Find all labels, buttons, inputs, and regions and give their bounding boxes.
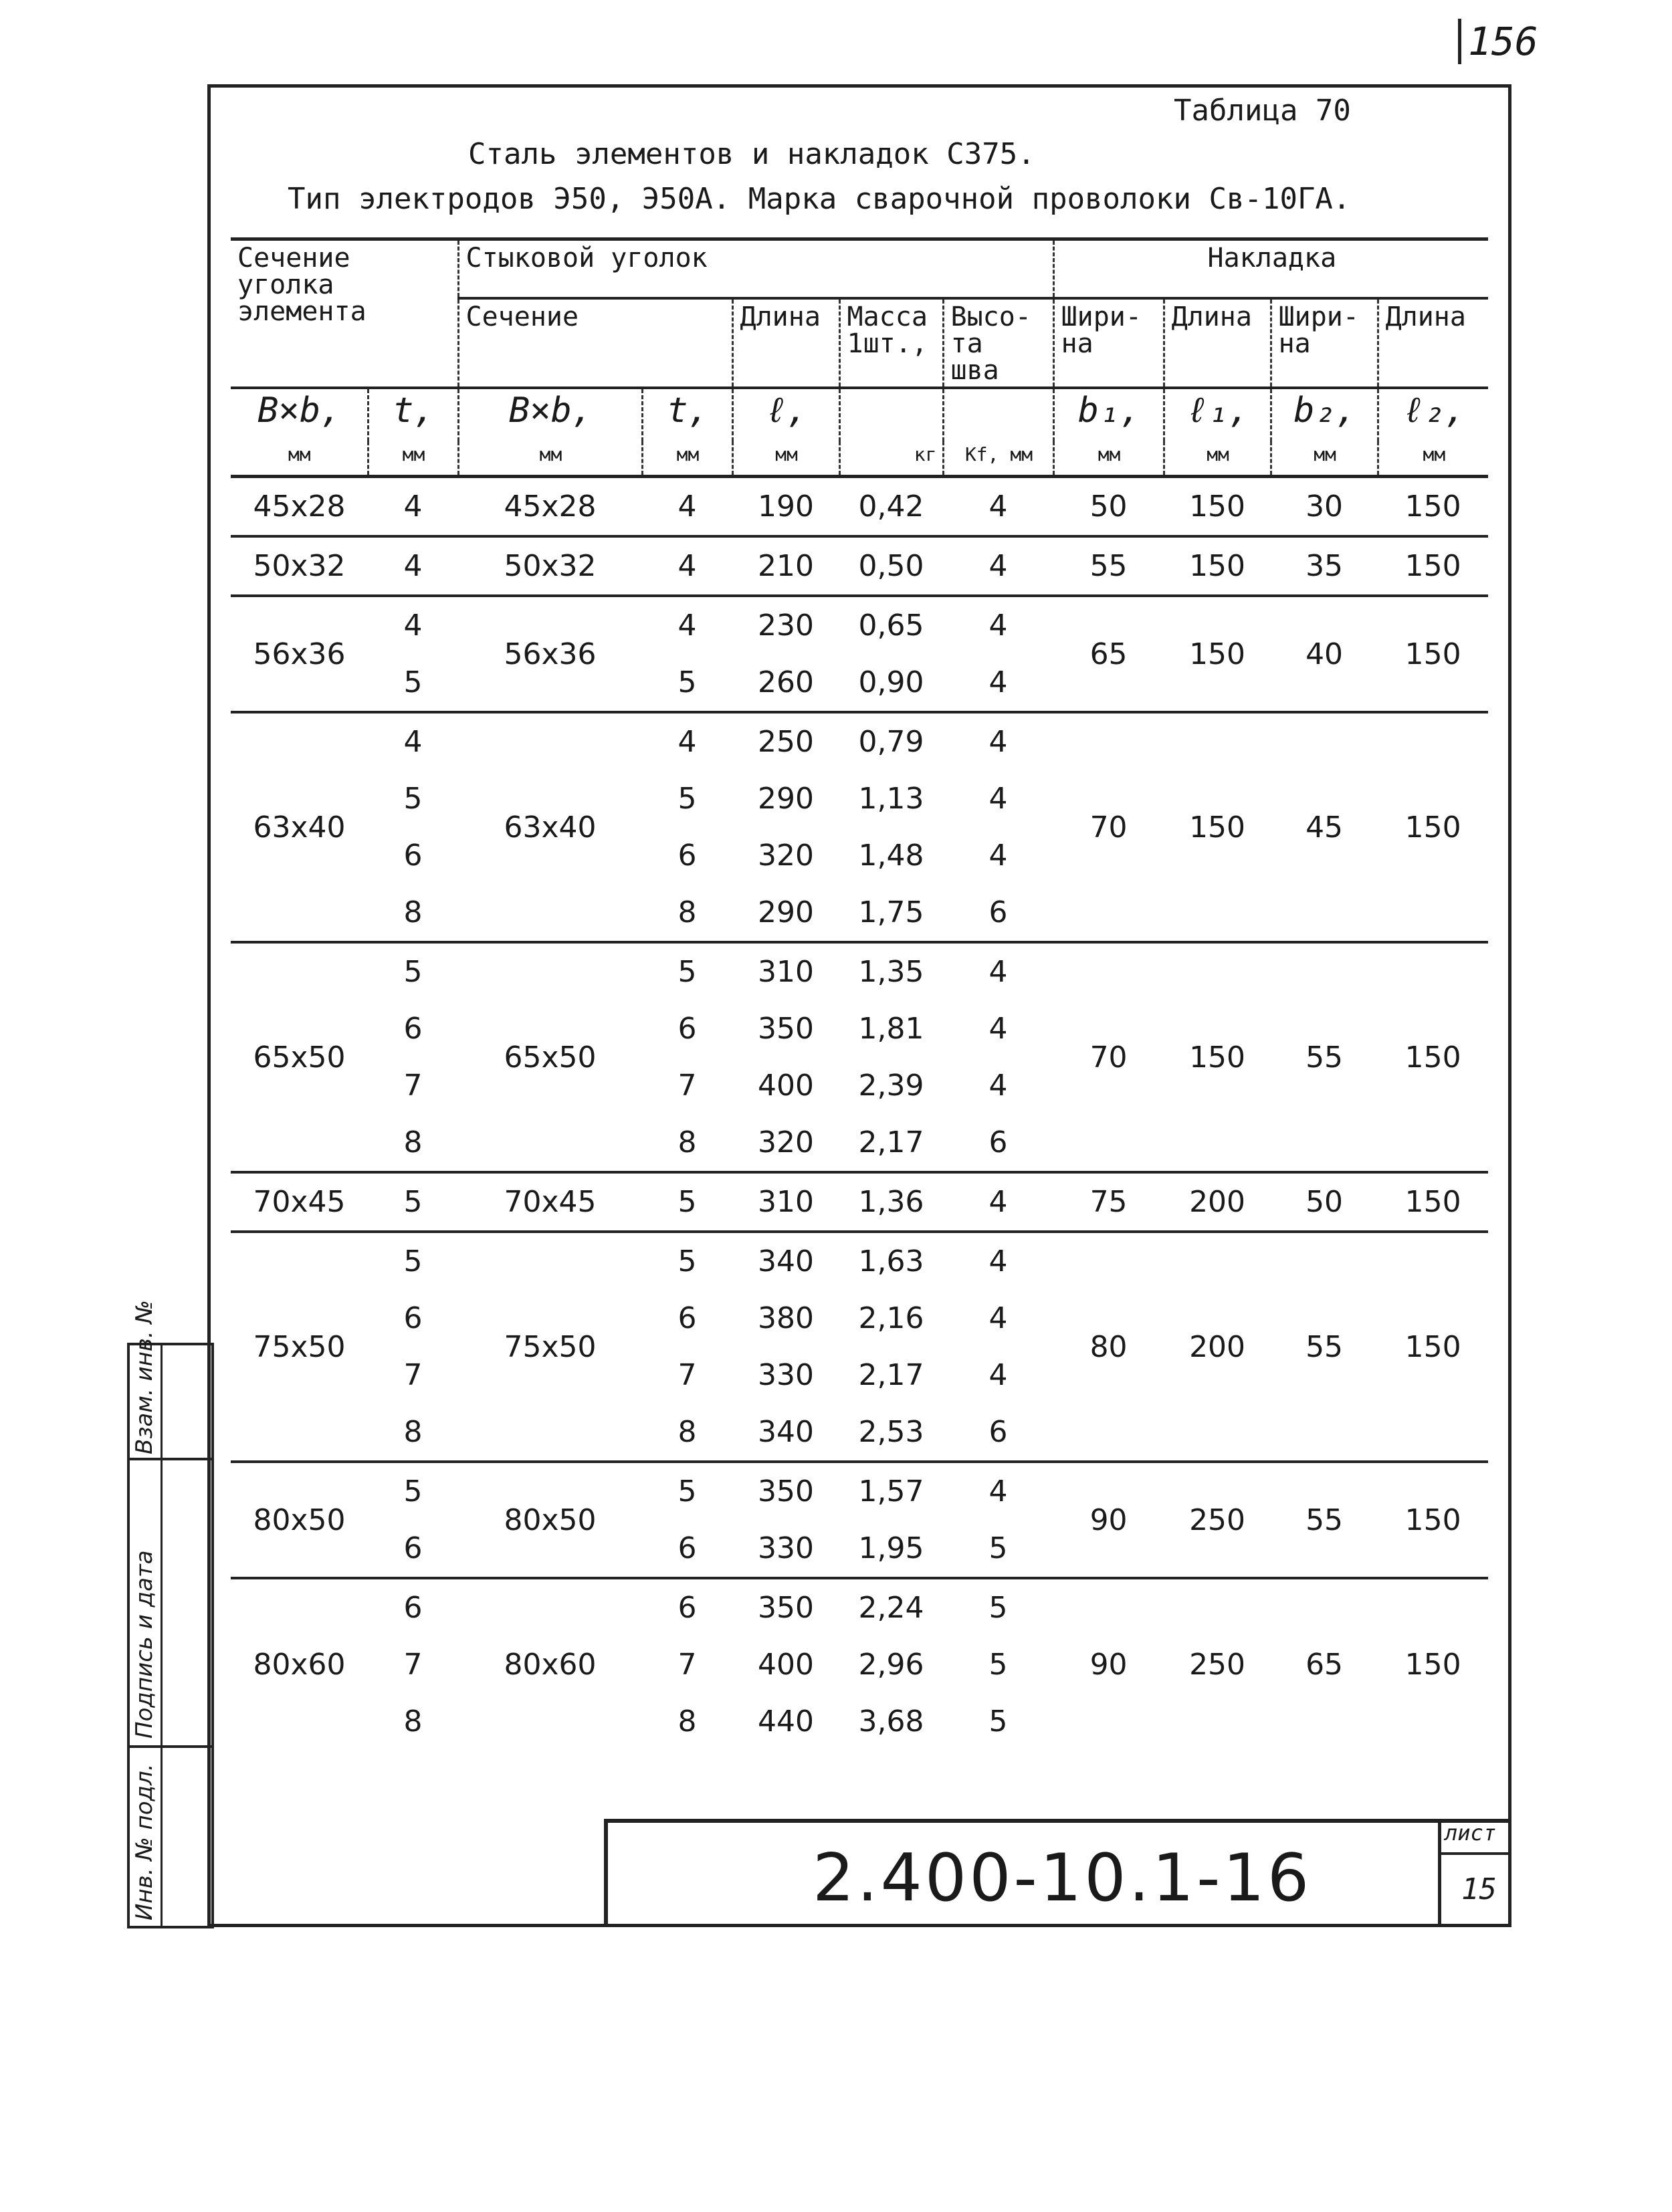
table-row <box>231 1462 1488 1520</box>
cell-angle-thickness: 8 <box>677 1704 697 1739</box>
cell-plate-length-1: 150 <box>1189 489 1246 524</box>
unit-mm: мм <box>458 441 642 477</box>
symbol-t-angle: t, <box>642 388 732 441</box>
unit-kf: Kf, мм <box>943 441 1053 477</box>
row-group <box>231 1462 1488 1578</box>
cell-angle-thickness: 4 <box>677 725 697 759</box>
cell-plate-length-2: 150 <box>1404 1185 1461 1219</box>
cell-length: 350 <box>758 1474 814 1509</box>
cell-plate-length-2: 150 <box>1404 637 1461 671</box>
cell-angle-thickness: 5 <box>677 955 697 989</box>
cell-angle-section: 56x36 <box>504 637 597 671</box>
cell-angle-thickness: 8 <box>677 1415 697 1449</box>
cell-plate-length-1: 150 <box>1189 637 1246 671</box>
cell-thickness: 6 <box>403 1301 423 1335</box>
cell-plate-width-1: 75 <box>1089 1185 1128 1219</box>
cell-plate-length-1: 250 <box>1189 1503 1246 1537</box>
cell-angle-thickness: 4 <box>677 549 697 583</box>
cell-plate-width-1: 50 <box>1089 489 1128 524</box>
cell-mass: 2,24 <box>858 1591 924 1625</box>
cell-mass: 2,39 <box>858 1069 924 1103</box>
cell-mass: 2,96 <box>858 1648 924 1682</box>
cell-thickness: 4 <box>403 725 423 759</box>
side-stamp-divider <box>127 1745 214 1748</box>
cell-length: 400 <box>758 1648 814 1682</box>
cell-weld-height: 4 <box>988 1012 1008 1046</box>
cell-plate-length-1: 250 <box>1189 1648 1246 1682</box>
cell-length: 290 <box>758 782 814 816</box>
cell-thickness: 5 <box>403 782 423 816</box>
header-section: Сечение <box>458 298 732 388</box>
table-row <box>231 1578 1488 1636</box>
cell-angle-thickness: 5 <box>677 665 697 699</box>
unit-mm: мм <box>1053 441 1164 477</box>
cell-mass: 1,63 <box>858 1244 924 1279</box>
sheet-number: 15 <box>1461 1872 1497 1906</box>
cell-plate-width-1: 90 <box>1089 1648 1128 1682</box>
cell-plate-length-2: 150 <box>1404 549 1461 583</box>
side-stamp-divider <box>161 1343 163 1928</box>
header-weld-height: Высо-та шва <box>943 298 1053 388</box>
cell-mass: 2,17 <box>858 1125 924 1159</box>
cell-plate-length-1: 150 <box>1189 810 1246 845</box>
sheet-label: лист <box>1445 1820 1497 1846</box>
symbol-mass-blank <box>839 388 943 441</box>
cell-angle-section: 75x50 <box>504 1329 597 1364</box>
cell-weld-height: 6 <box>988 895 1008 929</box>
unit-mm: мм <box>1271 441 1378 477</box>
cell-angle-thickness: 8 <box>677 895 697 929</box>
cell-angle-thickness: 6 <box>677 839 697 873</box>
cell-plate-width-1: 55 <box>1089 549 1128 583</box>
cell-length: 190 <box>758 489 814 524</box>
cell-weld-height: 4 <box>988 782 1008 816</box>
row-group <box>231 1172 1488 1232</box>
cell-mass: 0,42 <box>858 489 924 524</box>
symbol-t: t, <box>368 388 458 441</box>
symbol-l2: ℓ₂, <box>1378 388 1488 441</box>
side-label-signature: Подпись и дата <box>131 1550 158 1739</box>
side-stamp-divider <box>127 1458 214 1460</box>
cell-thickness: 8 <box>403 1125 423 1159</box>
cell-plate-length-2: 150 <box>1404 489 1461 524</box>
cell-plate-length-1: 150 <box>1189 1040 1246 1075</box>
symbol-b2: b₂, <box>1271 388 1378 441</box>
cell-mass: 1,36 <box>858 1185 924 1219</box>
cell-mass: 2,17 <box>858 1358 924 1392</box>
symbol-bxb: B×b, <box>257 391 342 431</box>
table-row <box>231 536 1488 596</box>
cell-element-section: 50x32 <box>253 549 346 583</box>
cell-weld-height: 4 <box>988 1069 1008 1103</box>
cell-mass: 1,35 <box>858 955 924 989</box>
cell-thickness: 6 <box>403 1531 423 1565</box>
cell-weld-height: 4 <box>988 549 1008 583</box>
cell-mass: 3,68 <box>858 1704 924 1739</box>
cell-mass: 0,90 <box>858 665 924 699</box>
cell-length: 320 <box>758 839 814 873</box>
cell-angle-thickness: 4 <box>677 609 697 643</box>
cell-plate-width-2: 40 <box>1305 637 1344 671</box>
cell-weld-height: 4 <box>988 1474 1008 1509</box>
cell-angle-thickness: 4 <box>677 489 697 524</box>
cell-angle-thickness: 6 <box>677 1591 697 1625</box>
cell-angle-thickness: 5 <box>677 1244 697 1279</box>
side-label-inv: Инв. № подл. <box>131 1763 158 1920</box>
cell-weld-height: 4 <box>988 1358 1008 1392</box>
table-row <box>231 712 1488 770</box>
cell-thickness: 4 <box>403 549 423 583</box>
cell-angle-thickness: 7 <box>677 1069 697 1103</box>
cell-plate-width-2: 30 <box>1305 489 1344 524</box>
cell-mass: 1,13 <box>858 782 924 816</box>
cell-angle-section: 45x28 <box>504 489 597 524</box>
cell-length: 380 <box>758 1301 814 1335</box>
cell-angle-thickness: 5 <box>677 1474 697 1509</box>
cell-mass: 1,75 <box>858 895 924 929</box>
cell-weld-height: 5 <box>988 1531 1008 1565</box>
cell-angle-thickness: 5 <box>677 1185 697 1219</box>
cell-angle-section: 65x50 <box>504 1040 597 1075</box>
cell-plate-length-1: 150 <box>1189 549 1246 583</box>
cell-weld-height: 5 <box>988 1591 1008 1625</box>
cell-length: 330 <box>758 1358 814 1392</box>
cell-plate-width-1: 70 <box>1089 1040 1128 1075</box>
cell-element-section: 63x40 <box>253 810 346 845</box>
header-width-1: Шири-на <box>1053 298 1164 388</box>
cell-plate-length-2: 150 <box>1404 810 1461 845</box>
cell-mass: 0,50 <box>858 549 924 583</box>
unit-kg: кг <box>839 441 943 477</box>
cell-element-section: 45x28 <box>253 489 346 524</box>
cell-angle-thickness: 7 <box>677 1358 697 1392</box>
cell-plate-length-2: 150 <box>1404 1329 1461 1364</box>
table-row <box>231 942 1488 1000</box>
cell-angle-thickness: 6 <box>677 1531 697 1565</box>
cell-thickness: 6 <box>403 1591 423 1625</box>
cell-angle-section: 63x40 <box>504 810 597 845</box>
cell-plate-width-1: 80 <box>1089 1329 1128 1364</box>
cell-plate-width-1: 70 <box>1089 810 1128 845</box>
cell-plate-width-1: 90 <box>1089 1503 1128 1537</box>
cell-weld-height: 4 <box>988 839 1008 873</box>
page-number: 156 <box>1458 19 1538 64</box>
row-group <box>231 1578 1488 1750</box>
row-group <box>231 1232 1488 1462</box>
cell-plate-width-1: 65 <box>1089 637 1128 671</box>
cell-thickness: 6 <box>403 839 423 873</box>
cell-thickness: 6 <box>403 1012 423 1046</box>
header-element-section: Сечение уголка элемента <box>231 239 458 389</box>
table-label: Таблица 70 <box>1174 94 1351 128</box>
cell-thickness: 7 <box>403 1069 423 1103</box>
cell-length: 290 <box>758 895 814 929</box>
cell-mass: 1,95 <box>858 1531 924 1565</box>
cell-thickness: 7 <box>403 1358 423 1392</box>
unit-mm: мм <box>642 441 732 477</box>
cell-length: 350 <box>758 1591 814 1625</box>
header-width-2: Шири-на <box>1271 298 1378 388</box>
symbol-l1: ℓ₁, <box>1164 388 1271 441</box>
cell-thickness: 8 <box>403 895 423 929</box>
header-length-1: Длина <box>1164 298 1271 388</box>
unit-mm: мм <box>231 441 368 477</box>
cell-angle-section: 80x60 <box>504 1648 597 1682</box>
title-line-2: Тип электродов Э50, Э50А. Марка сварочной проволоки Св-10ГА. <box>288 182 1351 216</box>
cell-weld-height: 6 <box>988 1415 1008 1449</box>
cell-element-section: 65x50 <box>253 1040 346 1075</box>
symbol-b1: b₁, <box>1053 388 1164 441</box>
header-butt-angle: Стыковой уголок <box>458 239 1053 299</box>
cell-angle-section: 50x32 <box>504 549 597 583</box>
cell-length: 350 <box>758 1012 814 1046</box>
cell-weld-height: 4 <box>988 1185 1008 1219</box>
cell-thickness: 4 <box>403 489 423 524</box>
cell-length: 210 <box>758 549 814 583</box>
cell-angle-thickness: 6 <box>677 1012 697 1046</box>
cell-angle-thickness: 8 <box>677 1125 697 1159</box>
cell-plate-width-2: 55 <box>1305 1040 1344 1075</box>
cell-weld-height: 5 <box>988 1704 1008 1739</box>
cell-length: 260 <box>758 665 814 699</box>
cell-plate-width-2: 35 <box>1305 549 1344 583</box>
row-group <box>231 596 1488 712</box>
cell-plate-length-1: 200 <box>1189 1329 1246 1364</box>
cell-length: 310 <box>758 1185 814 1219</box>
cell-element-section: 75x50 <box>253 1329 346 1364</box>
cell-angle-section: 80x50 <box>504 1503 597 1537</box>
cell-thickness: 5 <box>403 1185 423 1219</box>
table-row <box>231 1172 1488 1232</box>
sheet-divider <box>1438 1852 1511 1855</box>
cell-plate-length-2: 150 <box>1404 1040 1461 1075</box>
cell-thickness: 8 <box>403 1704 423 1739</box>
cell-thickness: 8 <box>403 1415 423 1449</box>
cell-plate-width-2: 55 <box>1305 1503 1344 1537</box>
document-code: 2.400-10.1-16 <box>813 1840 1312 1916</box>
cell-length: 320 <box>758 1125 814 1159</box>
unit-mm: мм <box>732 441 839 477</box>
cell-length: 310 <box>758 955 814 989</box>
row-group <box>231 712 1488 942</box>
header-length: Длина <box>732 298 839 388</box>
row-group <box>231 477 1488 537</box>
cell-plate-width-2: 45 <box>1305 810 1344 845</box>
cell-plate-width-2: 55 <box>1305 1329 1344 1364</box>
data-table <box>231 237 1488 1750</box>
cell-weld-height: 4 <box>988 1244 1008 1279</box>
cell-length: 250 <box>758 725 814 759</box>
unit-mm: мм <box>1378 441 1488 477</box>
cell-angle-thickness: 5 <box>677 782 697 816</box>
row-group <box>231 942 1488 1172</box>
cell-angle-thickness: 7 <box>677 1648 697 1682</box>
cell-plate-length-2: 150 <box>1404 1503 1461 1537</box>
cell-weld-height: 6 <box>988 1125 1008 1159</box>
cell-plate-width-2: 65 <box>1305 1648 1344 1682</box>
cell-weld-height: 4 <box>988 489 1008 524</box>
cell-length: 340 <box>758 1244 814 1279</box>
title-line-1: Сталь элементов и накладок С375. <box>468 137 1035 171</box>
cell-length: 400 <box>758 1069 814 1103</box>
cell-length: 330 <box>758 1531 814 1565</box>
symbol-kf-blank <box>943 388 1053 441</box>
row-group <box>231 536 1488 596</box>
cell-weld-height: 5 <box>988 1648 1008 1682</box>
cell-mass: 1,48 <box>858 839 924 873</box>
cell-thickness: 7 <box>403 1648 423 1682</box>
cell-length: 340 <box>758 1415 814 1449</box>
table-row <box>231 1232 1488 1290</box>
unit-mm: мм <box>1164 441 1271 477</box>
cell-plate-length-1: 200 <box>1189 1185 1246 1219</box>
cell-element-section: 56x36 <box>253 637 346 671</box>
cell-weld-height: 4 <box>988 725 1008 759</box>
cell-thickness: 4 <box>403 609 423 643</box>
cell-thickness: 5 <box>403 1474 423 1509</box>
side-label-replace: Взам. инв. № <box>131 1300 158 1454</box>
cell-plate-length-2: 150 <box>1404 1648 1461 1682</box>
cell-weld-height: 4 <box>988 1301 1008 1335</box>
header-length-2: Длина <box>1378 298 1488 388</box>
header-plate: Накладка <box>1053 239 1488 299</box>
cell-weld-height: 4 <box>988 665 1008 699</box>
cell-element-section: 80x50 <box>253 1503 346 1537</box>
symbol-l: ℓ, <box>732 388 839 441</box>
cell-mass: 2,53 <box>858 1415 924 1449</box>
cell-weld-height: 4 <box>988 609 1008 643</box>
cell-mass: 1,81 <box>858 1012 924 1046</box>
cell-mass: 2,16 <box>858 1301 924 1335</box>
cell-length: 230 <box>758 609 814 643</box>
cell-length: 440 <box>758 1704 814 1739</box>
cell-element-section: 80x60 <box>253 1648 346 1682</box>
cell-plate-width-2: 50 <box>1305 1185 1344 1219</box>
table-header <box>231 239 1488 477</box>
cell-mass: 0,65 <box>858 609 924 643</box>
cell-thickness: 5 <box>403 665 423 699</box>
table-row <box>231 596 1488 654</box>
cell-thickness: 5 <box>403 955 423 989</box>
cell-element-section: 70x45 <box>253 1185 346 1219</box>
symbol-bxb-angle: B×b, <box>458 388 642 441</box>
cell-mass: 1,57 <box>858 1474 924 1509</box>
cell-angle-section: 70x45 <box>504 1185 597 1219</box>
table-row <box>231 477 1488 537</box>
cell-weld-height: 4 <box>988 955 1008 989</box>
cell-mass: 0,79 <box>858 725 924 759</box>
cell-angle-thickness: 6 <box>677 1301 697 1335</box>
unit-mm: мм <box>368 441 458 477</box>
header-mass: Масса 1шт., <box>839 298 943 388</box>
cell-thickness: 5 <box>403 1244 423 1279</box>
